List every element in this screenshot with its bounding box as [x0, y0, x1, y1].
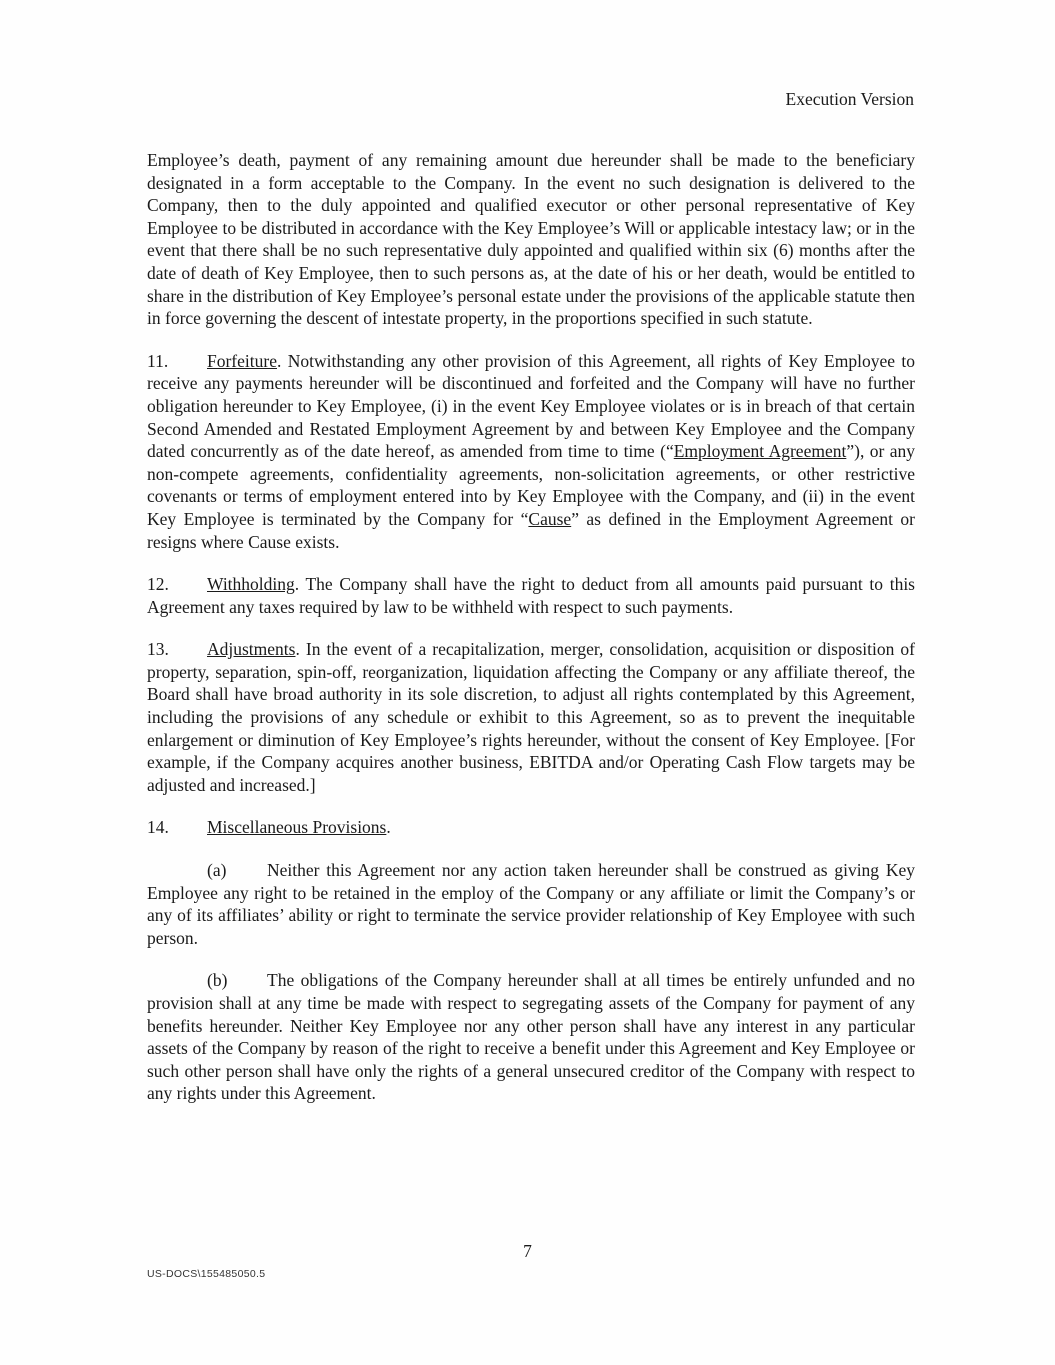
section-13-heading: Adjustments — [207, 639, 296, 660]
section-14-number: 14. — [147, 817, 169, 838]
section-14-heading-paragraph — [147, 816, 915, 839]
section-14b-paragraph — [147, 969, 915, 1105]
document-id: US-DOCS\155485050.5 — [147, 1268, 266, 1280]
section-13-text: . In the event of a recapitalization, merger, consolidation, acquisition or disposition of property, separation, spin-off, reorganization, liquidation affecting the Company or any affiliate thereof, the Board shall have broad authority in its sole discretion, to adjust all rights contemplated by this Agreement, including the provisions of any schedule or exhibit to this Agreement, so as to prevent the inequitable enlargement or diminution of Key Employee’s rights hereunder, without the consent of Key Employee. [For example, if the Company acquires another business, EBITDA and/or Operating Cash Flow targets may be adjusted and increased.] — [147, 639, 915, 795]
section-14b-text: The obligations of the Company hereunder shall at all times be entirely unfunded and no provision shall at any time be made with respect to segregating assets of the Company for payment of any benefits hereunder. Neither Key Employee nor any other person shall have any interest in any particular assets of the Company by reason of the right to receive a benefit under this Agreement and Key Employee or such other person shall have only the rights of a general unsecured creditor of the Company with respect to any rights under this Agreement. — [147, 970, 915, 1104]
section-11-text-1: . Notwithstanding any other provision of this Agreement, all rights of Key Employee to receive any payments hereunder will be discontinued and forfeited and the Company will have no further obligation hereunder to Key Employee, (i) in the event Key Employee violates or is in breach of that certain Second Amended and Restated Employment Agreement by and between Key Employee and the Company dated concurrently as of the date hereof, as amended from time to time (“ — [147, 350, 915, 462]
section-11-text-2: ”), or any non-compete agreements, confidentiality agreements, non-solicitation agreements, or other restrictive covenants or terms of employment entered into by Key Employee with the Company, and (ii) in the event Key Employee is terminated by the Company for “ — [147, 441, 916, 529]
section-14a-text: Neither this Agreement nor any action taken hereunder shall be construed as giving Key Employee any right to be retained in the employ of the Company or any affiliate or limit the Company’s or any of its affiliates’ ability or right to terminate the service provider relationship of Key Employee with such person. — [147, 860, 915, 948]
section-11-text-3: ” as defined in the Employment Agreement or resigns where Cause exists. — [147, 508, 915, 552]
page-number: 7 — [523, 1241, 532, 1261]
section-12-text: . The Company shall have the right to deduct from all amounts paid pursuant to this Agreement any taxes required by law to be withheld with respect to such payments. — [147, 574, 915, 617]
defined-term-employment-agreement: Employment Agreement — [673, 441, 847, 462]
section-14-period: . — [386, 817, 391, 838]
section-11-heading: Forfeiture — [207, 350, 277, 371]
section-14b-label: (b) — [207, 970, 228, 991]
section-14a-paragraph — [147, 859, 915, 949]
section-13-number: 13. — [147, 639, 169, 660]
continuation-paragraph: Employee’s death, payment of any remaining amount due hereunder shall be made to the beneficiary designated in a form acceptable to the Company. In the event no such designation is delivered to the Company, then to the duly appointed and qualified executor or other personal representative of Key Employee to be distributed in accordance with the Key Employee’s Will or applicable intestacy law; or in the event that there shall be no such representative duly appointed and qualified within six (6) months after the date of death of Key Employee, then to such persons as, at the date of his or her death, would be entitled to share in the distribution of Key Employee’s personal estate under the provisions of the applicable statute then in force governing the descent of intestate property, in the proportions specified in such statute. — [147, 150, 915, 329]
section-14a-label: (a) — [207, 860, 227, 881]
section-11-number: 11. — [147, 350, 169, 371]
section-12-paragraph — [147, 573, 915, 618]
section-14-heading: Miscellaneous Provisions — [207, 817, 387, 838]
document-body — [147, 149, 915, 1125]
section-13-paragraph — [147, 638, 915, 796]
execution-version-label: Execution Version — [785, 89, 914, 109]
section-12-number: 12. — [147, 574, 169, 595]
section-12-heading: Withholding — [207, 574, 295, 595]
section-11-paragraph — [147, 350, 915, 553]
defined-term-cause: Cause — [528, 508, 572, 529]
